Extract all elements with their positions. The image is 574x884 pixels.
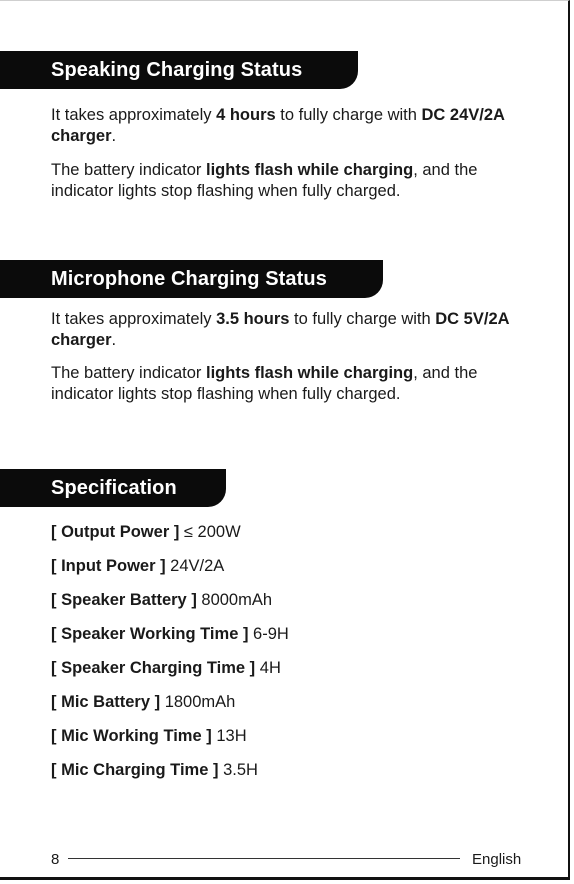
spec-item: [ Speaker Battery ] 8000mAh <box>51 591 273 609</box>
speaking-charging-title: Speaking Charging Status <box>51 58 303 81</box>
speaking-charging-header <box>0 51 358 89</box>
spec-item: [ Output Power ] ≤ 200W <box>51 523 241 541</box>
microphone-charging-title: Microphone Charging Status <box>51 267 327 290</box>
speaking-indicator-text: The battery indicator lights flash while charging, and the indicator lights stop flashing when fully charged. <box>51 161 478 200</box>
spec-item: [ Mic Battery ] 1800mAh <box>51 693 236 711</box>
footer-language: English <box>472 851 522 868</box>
spec-item: [ Mic Charging Time ] 3.5H <box>51 761 258 779</box>
spec-item: [ Mic Working Time ] 13H <box>51 727 247 745</box>
microphone-charge-time-text: It takes approximately 3.5 hours to fully charge with DC 5V/2A charger. <box>51 310 509 349</box>
speaking-charge-time-text: It takes approximately 4 hours to fully charge with DC 24V/2A charger. <box>51 106 505 145</box>
page-number: 8 <box>51 851 60 868</box>
microphone-indicator-text: The battery indicator lights flash while charging, and the indicator lights stop flashing when fully charged. <box>51 364 478 403</box>
spec-item: [ Speaker Working Time ] 6-9H <box>51 625 289 643</box>
spec-item: [ Input Power ] 24V/2A <box>51 557 225 575</box>
microphone-charging-header <box>0 260 383 298</box>
specification-title: Specification <box>51 476 177 499</box>
specification-header <box>0 469 226 507</box>
footer-divider <box>68 858 460 859</box>
spec-item: [ Speaker Charging Time ] 4H <box>51 659 281 677</box>
